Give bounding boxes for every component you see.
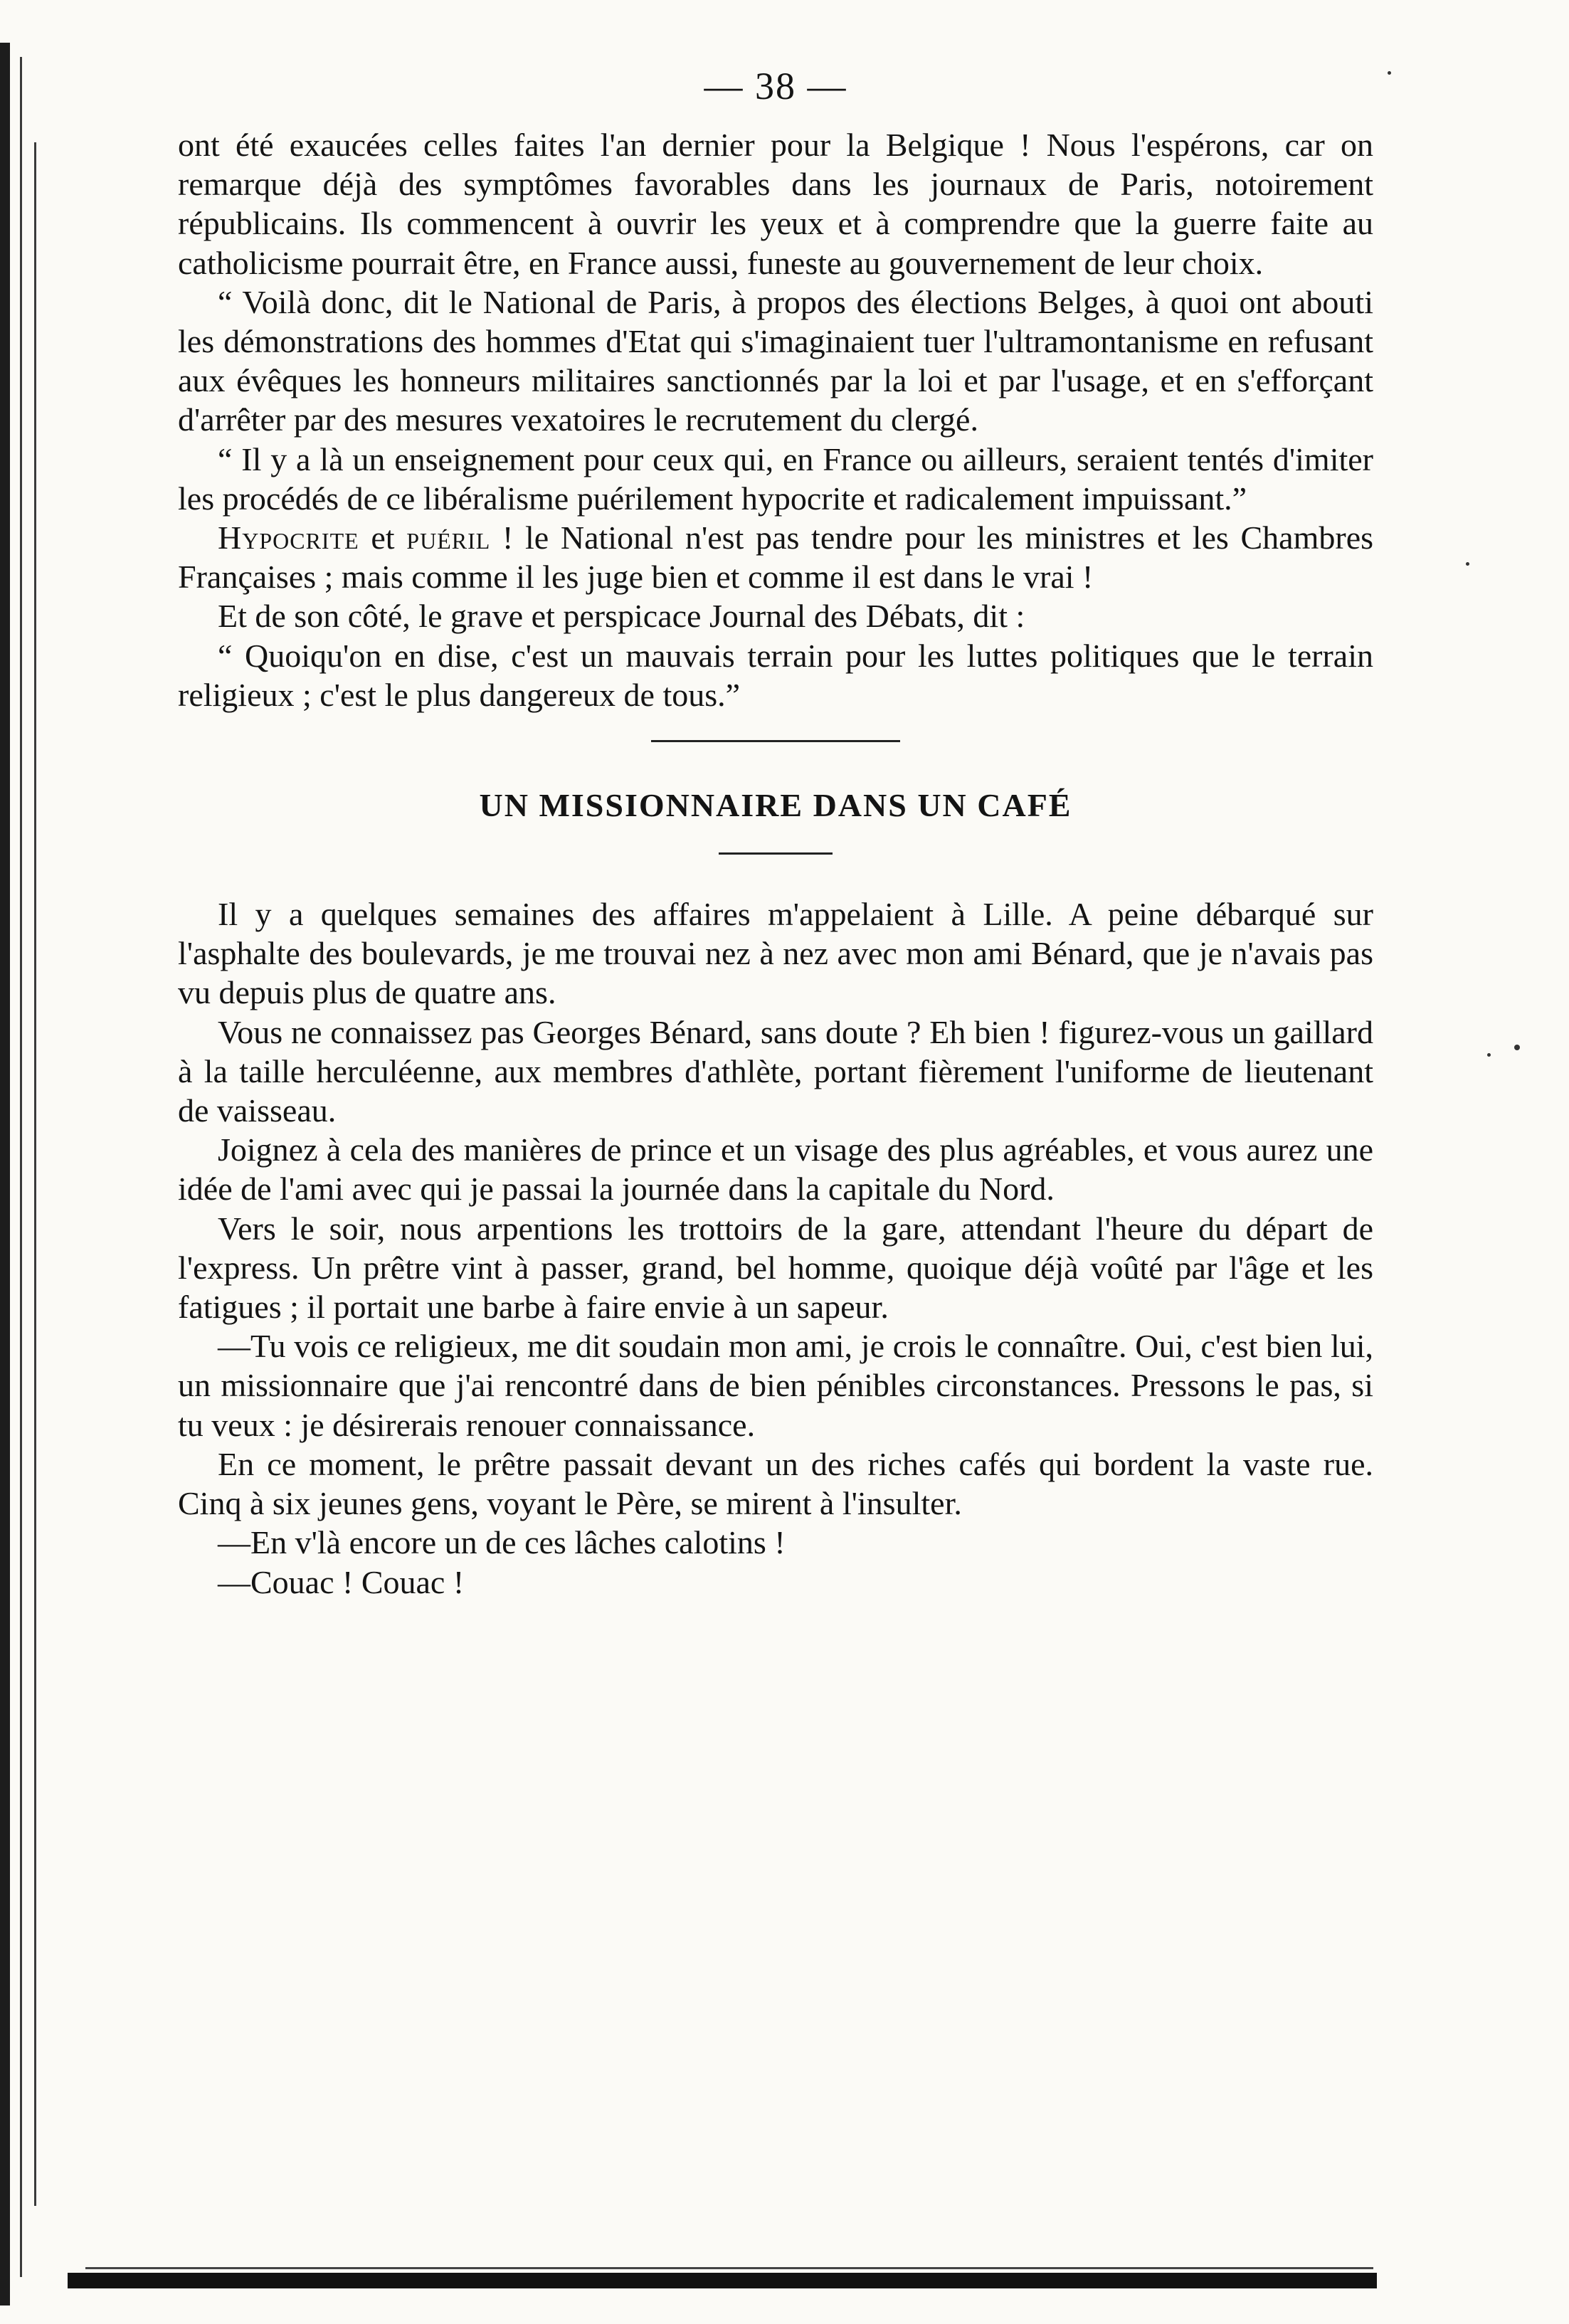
binding-line: [20, 57, 22, 2277]
scan-speck: [1388, 71, 1391, 75]
small-caps-word: Hypocrite: [218, 519, 359, 556]
article-top: [178, 125, 1373, 714]
binding-bar: [0, 43, 10, 2305]
paragraph: En ce moment, le prêtre passait devant un des riches cafés qui bordent la vaste rue. Cinq à six jeunes gens, voyant le Père, se mirent à l'insulter.: [178, 1445, 1373, 1522]
section-divider: [719, 852, 833, 855]
paragraph: —En v'là encore un de ces lâches calotins !: [218, 1524, 786, 1561]
paragraph: ont été exaucées celles faites l'an dernier pour la Belgique ! Nous l'espérons, car on remarque déjà des symptômes favorables dans les journaux de Paris, notoirement républicains. Ils commencent à ouvrir les yeux et à comprendre que la guerre faite au catholicisme pourrait être, en France aussi, funeste au gouvernement de leur choix.: [178, 127, 1373, 281]
paragraph: “ Voilà donc, dit le National de Paris, à propos des élections Belges, à quoi ont abouti les démonstrations des hommes d'Etat qui s'imaginaient tuer l'ultramontanisme en refusant aux évêques les honneurs militaires sanctionnés par la loi et par l'usage, et en s'efforçant d'arrêter par des mesures vexatoires le recrutement du clergé.: [178, 283, 1373, 438]
scan-speck: [1487, 1053, 1491, 1057]
section-divider: [651, 740, 900, 742]
paragraph: “ Quoiqu'on en dise, c'est un mauvais terrain pour les luttes politiques que le terrain religieux ; c'est le plus dangereux de tous.”: [178, 637, 1373, 713]
page-number: — 38 —: [704, 65, 847, 107]
paragraph: Joignez à cela des manières de prince et un visage des plus agréables, et vous aurez une idée de l'ami avec qui je passai la journée dans la capitale du Nord.: [178, 1131, 1373, 1208]
binding-edge: [0, 0, 43, 2324]
small-caps-word: puéril: [406, 519, 491, 556]
paragraph: —Couac ! Couac !: [218, 1563, 465, 1600]
page-content: [178, 64, 1373, 1602]
scan-speck: [1514, 1045, 1520, 1050]
footer-rule: [85, 2267, 1373, 2269]
paragraph: Vous ne connaissez pas Georges Bénard, sans doute ? Eh bien ! figurez-vous un gaillard à la taille herculéenne, aux membres d'athlète, portant fièrement l'uniforme de lieutenant de vaisseau.: [178, 1013, 1373, 1129]
text-run: et: [359, 519, 407, 556]
footer-bar: [68, 2273, 1377, 2288]
article-story: [178, 894, 1373, 1602]
section-title: UN MISSIONNAIRE DANS UN CAFÉ: [479, 787, 1072, 824]
paragraph: Et de son côté, le grave et perspicace Journal des Débats, dit :: [218, 598, 1025, 635]
scan-speck: [1466, 562, 1469, 566]
binding-line: [34, 142, 36, 2206]
text-run: ! le National n'est pas tendre pour les ministres et les Chambres Françaises ; mais comme il les juge bien et comme il est dans le vrai !: [178, 519, 1374, 596]
paragraph: [178, 518, 1373, 596]
paragraph: “ Il y a là un enseignement pour ceux qui, en France ou ailleurs, seraient tentés d'imiter les procédés de ce libéralisme puérilement hypocrite et radicalement impuissant.”: [178, 440, 1373, 517]
paragraph: Il y a quelques semaines des affaires m'appelaient à Lille. A peine débarqué sur l'asphalte des boulevards, je me trouvai nez à nez avec mon ami Bénard, que je n'avais pas vu depuis plus de quatre ans.: [178, 896, 1373, 1011]
paragraph: Vers le soir, nous arpentions les trottoirs de la gare, attendant l'heure du départ de l'express. Un prêtre vint à passer, grand, bel homme, quoique déjà voûté par l'âge et les fatigues ; il portait une barbe à faire envie à un sapeur.: [178, 1210, 1373, 1326]
paragraph: —Tu vois ce religieux, me dit soudain mon ami, je crois le connaître. Oui, c'est bien lui, un missionnaire que j'ai rencontré dans de bien pénibles circonstances. Pressons le pas, si tu veux : je désirerais renouer connaissance.: [178, 1328, 1373, 1443]
